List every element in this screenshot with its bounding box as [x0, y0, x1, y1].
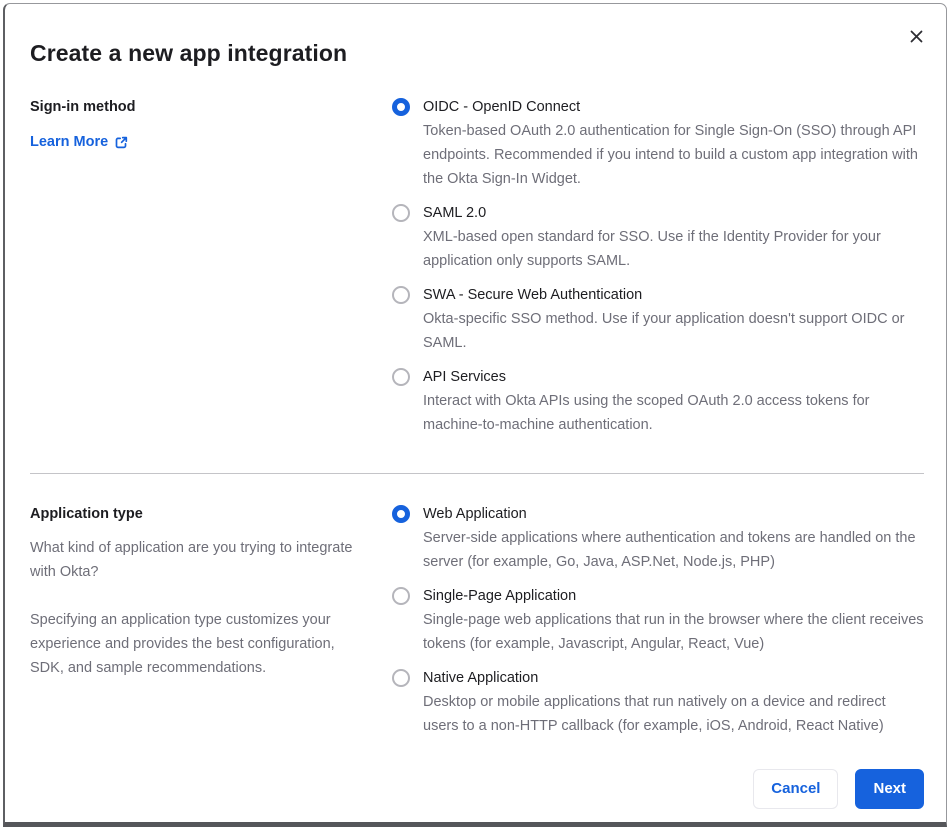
learn-more-label: Learn More: [30, 134, 109, 150]
option-description: XML-based open standard for SSO. Use if the Identity Provider for your application only supports SAML.: [423, 229, 881, 269]
option-description: Token-based OAuth 2.0 authentication for Single Sign-On (SSO) through API endpoints. Recommended if you intend to build a custom app integration with the Okta Sign-In Widget.: [423, 123, 918, 187]
option-label[interactable]: SWA - Secure Web Authentication: [423, 287, 643, 303]
external-link-icon: [114, 135, 129, 150]
apptype-option-native[interactable]: [392, 666, 924, 738]
radio-button[interactable]: [392, 505, 410, 523]
dialog-footer: [753, 769, 924, 809]
option-description: Server-side applications where authentication and tokens are handled on the server (for example, Go, Java, ASP.Net, Node.js, PHP): [423, 530, 916, 570]
option-description: Single-page web applications that run in the browser where the client receives tokens (for example, Javascript, Angular, React, Vue): [423, 612, 924, 652]
radio-button[interactable]: [392, 368, 410, 386]
radio-button[interactable]: [392, 98, 410, 116]
signin-option-saml[interactable]: [392, 201, 924, 273]
learn-more-link[interactable]: [30, 130, 129, 154]
application-type-hint: Specifying an application type customizes your experience and provides the best configuration, SDK, and sample recommendations.: [30, 612, 335, 676]
radio-button[interactable]: [392, 286, 410, 304]
application-type-label: Application type: [30, 506, 143, 522]
dialog-title: Create a new app integration: [30, 40, 348, 66]
section-divider: [30, 473, 924, 474]
option-label[interactable]: Web Application: [423, 506, 527, 522]
next-button[interactable]: Next: [855, 769, 924, 809]
close-button[interactable]: [904, 24, 928, 48]
radio-button[interactable]: [392, 587, 410, 605]
application-type-question: What kind of application are you trying to integrate with Okta?: [30, 540, 353, 580]
option-label[interactable]: API Services: [423, 369, 506, 385]
signin-option-swa[interactable]: [392, 283, 924, 355]
apptype-option-web[interactable]: [392, 502, 924, 574]
option-description: Interact with Okta APIs using the scoped OAuth 2.0 access tokens for machine-to-machine authentication.: [423, 393, 870, 433]
option-description: Okta-specific SSO method. Use if your application doesn't support OIDC or SAML.: [423, 311, 905, 351]
signin-option-api-services[interactable]: [392, 365, 924, 437]
option-description: Desktop or mobile applications that run natively on a device and redirect users to a non-HTTP callback (for example, iOS, Android, React Native): [423, 694, 886, 734]
radio-button[interactable]: [392, 669, 410, 687]
radio-button[interactable]: [392, 204, 410, 222]
option-label[interactable]: SAML 2.0: [423, 205, 487, 221]
signin-method-label: Sign-in method: [30, 99, 136, 115]
cancel-button[interactable]: Cancel: [753, 769, 838, 809]
close-icon: [909, 29, 924, 44]
option-label[interactable]: Native Application: [423, 670, 539, 686]
application-type-section: [30, 502, 924, 738]
option-label[interactable]: Single-Page Application: [423, 588, 577, 604]
signin-method-section: [30, 95, 924, 437]
apptype-option-spa[interactable]: [392, 584, 924, 656]
signin-option-oidc[interactable]: [392, 95, 924, 191]
option-label[interactable]: OIDC - OpenID Connect: [423, 99, 581, 115]
create-app-integration-dialog: [3, 3, 947, 827]
